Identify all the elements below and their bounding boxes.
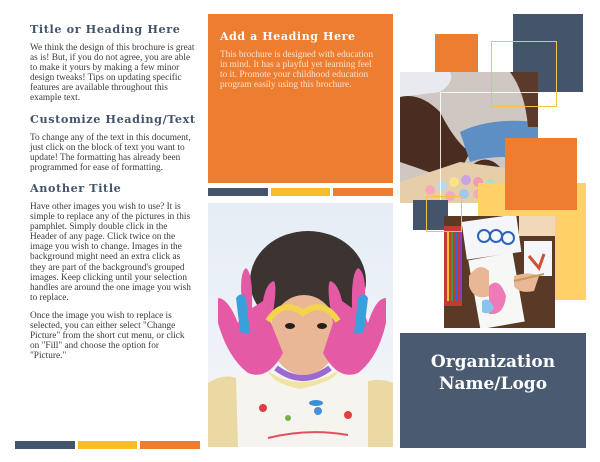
organization-name[interactable] bbox=[400, 351, 586, 395]
section-body-3b[interactable]: Once the image you wish to replace is selected, you can either select "Change Picture" from the short cut menu, or click on "Fill" and choose the option for "Picture." bbox=[30, 310, 185, 362]
organization-logo-box[interactable] bbox=[400, 333, 586, 448]
decor-square-orange-mid bbox=[505, 138, 577, 210]
section-body-2[interactable]: To change any of the text in this document, just click on the block of text you want to update! The formatting has already been programmed for ease of formatting. bbox=[30, 132, 191, 173]
child-painted-hands-photo[interactable] bbox=[208, 203, 393, 447]
left-panel bbox=[30, 22, 196, 369]
section-body-1[interactable]: We think the design of this brochure is great as is! But, if you do not agree, you are able to make it yours by making a few minor design tweaks! Tips on updating specific features are available throughout this example text. bbox=[30, 43, 195, 104]
section-heading-2[interactable]: Customize Heading/Text bbox=[30, 111, 196, 126]
heading-callout-box[interactable] bbox=[208, 14, 393, 183]
section-heading-1[interactable]: Title or Heading Here bbox=[30, 22, 181, 36]
accent-bar-orange-left bbox=[140, 441, 200, 449]
accent-bar-gold-mid bbox=[271, 188, 330, 196]
decor-outline-gold-top bbox=[491, 41, 557, 107]
photo-illustration bbox=[208, 203, 393, 447]
photo-illustration bbox=[444, 216, 555, 328]
accent-bar-navy-mid bbox=[208, 188, 268, 196]
section-body-3a[interactable]: Have other images you wish to use? It is simple to replace any of the pictures in this pamphlet. Simply double click in the Header of any page. Click twice on the image you wish to change. Images in the background might need an extra click as they are part of the background's grouped images. Keep clicking until your selection handles are around the one image you wish to replace. bbox=[30, 201, 191, 303]
accent-bar-orange-mid bbox=[333, 188, 393, 196]
decor-square-orange-top bbox=[435, 34, 478, 72]
callout-body[interactable]: This brochure is designed with education in mind. It has a playful yet learning feel to it. Promote your childhood education program easily using this brochure. bbox=[220, 50, 374, 91]
accent-bar-gold-left bbox=[78, 441, 137, 449]
child-drawing-photo[interactable] bbox=[444, 216, 555, 328]
callout-heading[interactable]: Add a Heading Here bbox=[220, 30, 356, 43]
org-name-line1: Organization bbox=[430, 352, 556, 372]
org-name-line2: Name/Logo bbox=[438, 374, 548, 394]
accent-bar-navy-left bbox=[15, 441, 75, 449]
section-heading-3[interactable]: Another Title bbox=[30, 180, 122, 195]
decor-outline-gold-small bbox=[426, 196, 462, 232]
